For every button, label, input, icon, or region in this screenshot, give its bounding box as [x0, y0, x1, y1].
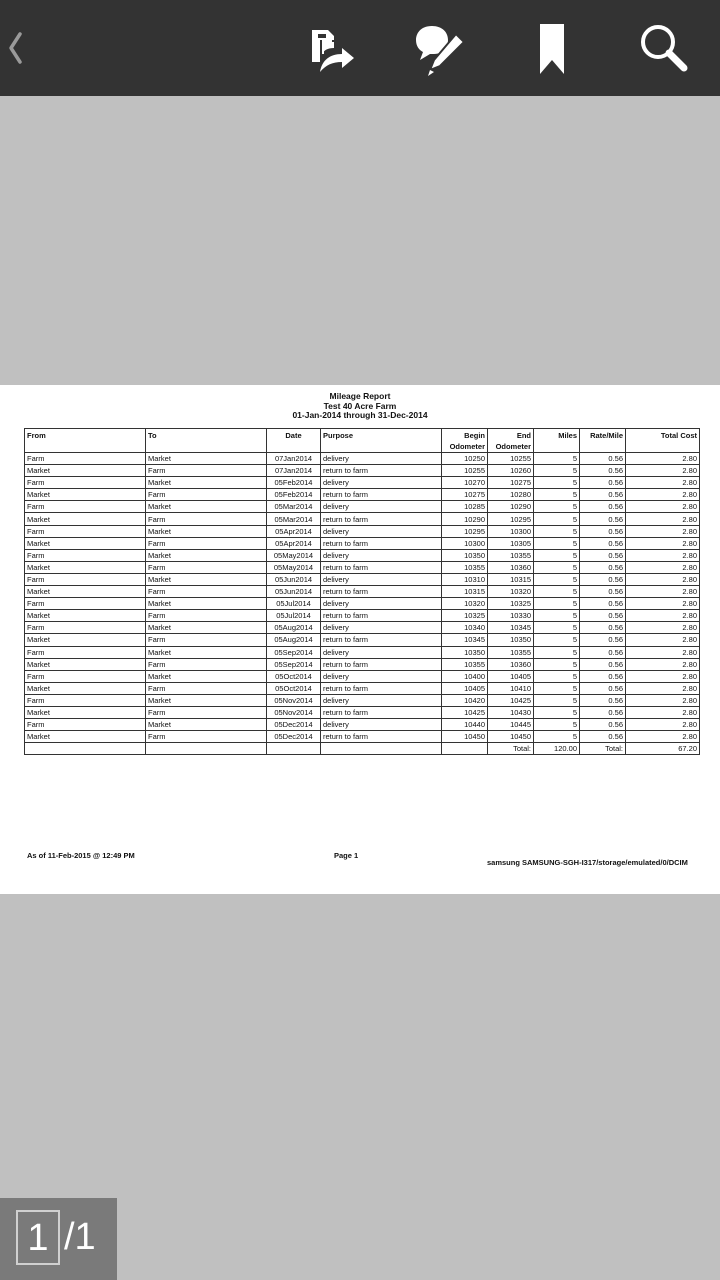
- cell-to: Market: [146, 453, 267, 465]
- cell-purpose: delivery: [321, 719, 442, 731]
- cell-to: Farm: [146, 658, 267, 670]
- cost-total: 67.20: [626, 743, 700, 755]
- cell-end-odometer: 10405: [488, 670, 534, 682]
- cell-to: Farm: [146, 634, 267, 646]
- cell-from: Market: [25, 561, 146, 573]
- cell-rate: 0.56: [580, 537, 626, 549]
- cell-begin-odometer: 10400: [442, 670, 488, 682]
- cell-purpose: return to farm: [321, 513, 442, 525]
- table-row: [25, 513, 700, 525]
- top-toolbar: [0, 0, 720, 96]
- report-date-range: 01-Jan-2014 through 31-Dec-2014: [292, 410, 428, 420]
- cell-rate: 0.56: [580, 453, 626, 465]
- cell-from: Market: [25, 610, 146, 622]
- cell-miles: 5: [534, 634, 580, 646]
- cell-date: 05Jun2014: [267, 573, 321, 585]
- cell-end-odometer: 10255: [488, 453, 534, 465]
- cell-date: 05Mar2014: [267, 513, 321, 525]
- cell-to: Market: [146, 477, 267, 489]
- cell-date: 05May2014: [267, 549, 321, 561]
- current-page-input[interactable]: 1: [16, 1210, 60, 1265]
- cell-total-cost: 2.80: [626, 706, 700, 718]
- cell-total-cost: 2.80: [626, 489, 700, 501]
- table-row: [25, 573, 700, 585]
- totals-row: [25, 743, 700, 755]
- cell-from: Farm: [25, 573, 146, 585]
- cell-end-odometer: 10425: [488, 694, 534, 706]
- cell-end-odometer: 10360: [488, 658, 534, 670]
- cell-date: 05Mar2014: [267, 501, 321, 513]
- cell-to: Market: [146, 549, 267, 561]
- cell-begin-odometer: 10350: [442, 549, 488, 561]
- cell-to: Market: [146, 598, 267, 610]
- cell-to: Farm: [146, 586, 267, 598]
- table-row: [25, 658, 700, 670]
- table-row: [25, 465, 700, 477]
- cell-purpose: delivery: [321, 453, 442, 465]
- cell-to: Farm: [146, 610, 267, 622]
- table-row: [25, 719, 700, 731]
- cell-purpose: delivery: [321, 549, 442, 561]
- cell-purpose: delivery: [321, 477, 442, 489]
- header-rate: Rate/Mile: [580, 429, 626, 453]
- cell-from: Farm: [25, 622, 146, 634]
- table-header-row: [25, 429, 700, 453]
- cell-begin-odometer: 10310: [442, 573, 488, 585]
- cell-to: Farm: [146, 537, 267, 549]
- cell-to: Market: [146, 646, 267, 658]
- cell-total-cost: 2.80: [626, 586, 700, 598]
- cell-miles: 5: [534, 682, 580, 694]
- cell-begin-odometer: 10290: [442, 513, 488, 525]
- total-pages: /1: [64, 1216, 96, 1258]
- cell-total-cost: 2.80: [626, 453, 700, 465]
- cell-from: Market: [25, 489, 146, 501]
- cell-date: 05Sep2014: [267, 646, 321, 658]
- cell-rate: 0.56: [580, 634, 626, 646]
- cell-date: 05Jul2014: [267, 598, 321, 610]
- cost-total-label: Total:: [580, 743, 626, 755]
- cell-to: Farm: [146, 706, 267, 718]
- cell-total-cost: 2.80: [626, 477, 700, 489]
- cell-to: Farm: [146, 465, 267, 477]
- cell-total-cost: 2.80: [626, 513, 700, 525]
- cell-from: Market: [25, 586, 146, 598]
- cell-miles: 5: [534, 731, 580, 743]
- cell-date: 05Feb2014: [267, 477, 321, 489]
- table-row: [25, 561, 700, 573]
- cell-miles: 5: [534, 573, 580, 585]
- cell-begin-odometer: 10325: [442, 610, 488, 622]
- cell-date: 05Oct2014: [267, 682, 321, 694]
- cell-end-odometer: 10295: [488, 513, 534, 525]
- cell-miles: 5: [534, 622, 580, 634]
- cell-end-odometer: 10290: [488, 501, 534, 513]
- table-row: [25, 489, 700, 501]
- cell-end-odometer: 10260: [488, 465, 534, 477]
- cell-end-odometer: 10300: [488, 525, 534, 537]
- cell-rate: 0.56: [580, 477, 626, 489]
- cell-rate: 0.56: [580, 646, 626, 658]
- cell-miles: 5: [534, 477, 580, 489]
- cell-purpose: delivery: [321, 501, 442, 513]
- cell-date: 05Aug2014: [267, 634, 321, 646]
- table-row: [25, 610, 700, 622]
- cell-miles: 5: [534, 561, 580, 573]
- cell-miles: 5: [534, 586, 580, 598]
- table-row: [25, 598, 700, 610]
- cell-purpose: return to farm: [321, 658, 442, 670]
- cell-from: Farm: [25, 549, 146, 561]
- cell-rate: 0.56: [580, 549, 626, 561]
- table-row: [25, 453, 700, 465]
- cell-miles: 5: [534, 549, 580, 561]
- cell-begin-odometer: 10255: [442, 465, 488, 477]
- header-purpose: Purpose: [321, 429, 442, 453]
- cell-total-cost: 2.80: [626, 465, 700, 477]
- cell-date: 05Dec2014: [267, 719, 321, 731]
- cell-from: Farm: [25, 646, 146, 658]
- cell-from: Market: [25, 634, 146, 646]
- cell-from: Market: [25, 682, 146, 694]
- cell-from: Farm: [25, 453, 146, 465]
- cell-from: Farm: [25, 477, 146, 489]
- table-row: [25, 670, 700, 682]
- cell-date: 05Feb2014: [267, 489, 321, 501]
- cell-total-cost: 2.80: [626, 694, 700, 706]
- cell-total-cost: 2.80: [626, 525, 700, 537]
- cell-total-cost: 2.80: [626, 501, 700, 513]
- cell-begin-odometer: 10250: [442, 453, 488, 465]
- cell-end-odometer: 10355: [488, 646, 534, 658]
- bookmark-icon: [522, 18, 582, 78]
- cell-purpose: return to farm: [321, 586, 442, 598]
- cell-begin-odometer: 10340: [442, 622, 488, 634]
- cell-from: Farm: [25, 525, 146, 537]
- cell-miles: 5: [534, 719, 580, 731]
- cell-total-cost: 2.80: [626, 658, 700, 670]
- cell-to: Market: [146, 694, 267, 706]
- report-title: Mileage Report: [329, 391, 391, 401]
- cell-purpose: return to farm: [321, 489, 442, 501]
- table-row: [25, 622, 700, 634]
- miles-total-label: Total:: [488, 743, 534, 755]
- cell-miles: 5: [534, 706, 580, 718]
- cell-date: 05Nov2014: [267, 706, 321, 718]
- cell-to: Market: [146, 501, 267, 513]
- cell-total-cost: 2.80: [626, 682, 700, 694]
- cell-purpose: return to farm: [321, 537, 442, 549]
- cell-rate: 0.56: [580, 731, 626, 743]
- header-begin-odometer: Begin Odometer: [442, 429, 488, 453]
- cell-purpose: delivery: [321, 573, 442, 585]
- cell-begin-odometer: 10350: [442, 646, 488, 658]
- cell-total-cost: 2.80: [626, 537, 700, 549]
- report-subtitle: Test 40 Acre Farm: [323, 400, 397, 411]
- cell-purpose: return to farm: [321, 731, 442, 743]
- cell-end-odometer: 10305: [488, 537, 534, 549]
- cell-miles: 5: [534, 501, 580, 513]
- cell-purpose: delivery: [321, 670, 442, 682]
- cell-from: Farm: [25, 694, 146, 706]
- search-icon: [634, 18, 694, 78]
- cell-begin-odometer: 10440: [442, 719, 488, 731]
- cell-miles: 5: [534, 513, 580, 525]
- header-end-odometer: End Odometer: [488, 429, 534, 453]
- cell-to: Market: [146, 573, 267, 585]
- header-to: To: [146, 429, 267, 453]
- cell-rate: 0.56: [580, 610, 626, 622]
- cell-miles: 5: [534, 465, 580, 477]
- cell-end-odometer: 10350: [488, 634, 534, 646]
- cell-begin-odometer: 10345: [442, 634, 488, 646]
- back-button[interactable]: [0, 28, 32, 68]
- cell-from: Market: [25, 658, 146, 670]
- cell-rate: 0.56: [580, 694, 626, 706]
- cell-to: Farm: [146, 731, 267, 743]
- cell-purpose: delivery: [321, 598, 442, 610]
- cell-begin-odometer: 10295: [442, 525, 488, 537]
- cell-end-odometer: 10320: [488, 586, 534, 598]
- cell-rate: 0.56: [580, 489, 626, 501]
- cell-miles: 5: [534, 658, 580, 670]
- cell-purpose: return to farm: [321, 706, 442, 718]
- cell-purpose: return to farm: [321, 610, 442, 622]
- cell-miles: 5: [534, 525, 580, 537]
- cell-date: 05Aug2014: [267, 622, 321, 634]
- cell-total-cost: 2.80: [626, 670, 700, 682]
- table-row: [25, 586, 700, 598]
- cell-total-cost: 2.80: [626, 622, 700, 634]
- cell-rate: 0.56: [580, 670, 626, 682]
- cell-begin-odometer: 10275: [442, 489, 488, 501]
- cell-rate: 0.56: [580, 682, 626, 694]
- cell-end-odometer: 10275: [488, 477, 534, 489]
- table-row: [25, 537, 700, 549]
- table-row: [25, 549, 700, 561]
- cell-purpose: return to farm: [321, 561, 442, 573]
- cell-total-cost: 2.80: [626, 561, 700, 573]
- table-row: [25, 682, 700, 694]
- cell-rate: 0.56: [580, 501, 626, 513]
- miles-total: 120.00: [534, 743, 580, 755]
- cell-miles: 5: [534, 610, 580, 622]
- cell-to: Market: [146, 525, 267, 537]
- cell-end-odometer: 10325: [488, 598, 534, 610]
- annotate-comment-icon: [410, 18, 470, 78]
- cell-begin-odometer: 10450: [442, 731, 488, 743]
- header-total-cost: Total Cost: [626, 429, 700, 453]
- search-button[interactable]: [634, 18, 694, 78]
- cell-end-odometer: 10445: [488, 719, 534, 731]
- cell-to: Farm: [146, 489, 267, 501]
- footer-page-number: Page 1: [334, 851, 359, 860]
- bookmark-button[interactable]: [522, 18, 582, 78]
- cell-rate: 0.56: [580, 719, 626, 731]
- chevron-left-icon: [6, 28, 26, 68]
- cell-date: 05Jun2014: [267, 586, 321, 598]
- cell-rate: 0.56: [580, 513, 626, 525]
- cell-date: 05Nov2014: [267, 694, 321, 706]
- cell-from: Market: [25, 731, 146, 743]
- cell-to: Market: [146, 719, 267, 731]
- cell-rate: 0.56: [580, 561, 626, 573]
- cell-miles: 5: [534, 537, 580, 549]
- cell-to: Farm: [146, 682, 267, 694]
- cell-date: 05Apr2014: [267, 537, 321, 549]
- cell-end-odometer: 10450: [488, 731, 534, 743]
- cell-total-cost: 2.80: [626, 549, 700, 561]
- table-row: [25, 501, 700, 513]
- cell-end-odometer: 10330: [488, 610, 534, 622]
- cell-from: Market: [25, 537, 146, 549]
- cell-purpose: delivery: [321, 622, 442, 634]
- cell-total-cost: 2.80: [626, 634, 700, 646]
- cell-begin-odometer: 10425: [442, 706, 488, 718]
- cell-rate: 0.56: [580, 598, 626, 610]
- header-from: From: [25, 429, 146, 453]
- cell-date: 07Jan2014: [267, 465, 321, 477]
- cell-total-cost: 2.80: [626, 719, 700, 731]
- cell-total-cost: 2.80: [626, 598, 700, 610]
- cell-rate: 0.56: [580, 658, 626, 670]
- table-row: [25, 525, 700, 537]
- cell-end-odometer: 10360: [488, 561, 534, 573]
- cell-end-odometer: 10355: [488, 549, 534, 561]
- cell-purpose: return to farm: [321, 682, 442, 694]
- cell-miles: 5: [534, 670, 580, 682]
- cell-miles: 5: [534, 489, 580, 501]
- cell-end-odometer: 10315: [488, 573, 534, 585]
- cell-begin-odometer: 10285: [442, 501, 488, 513]
- footer-as-of: As of 11-Feb-2015 @ 12:49 PM: [27, 851, 135, 860]
- cell-rate: 0.56: [580, 465, 626, 477]
- cell-date: 05Apr2014: [267, 525, 321, 537]
- cell-rate: 0.56: [580, 622, 626, 634]
- cell-begin-odometer: 10420: [442, 694, 488, 706]
- page-indicator[interactable]: [0, 1198, 117, 1280]
- cell-purpose: return to farm: [321, 465, 442, 477]
- cell-to: Farm: [146, 561, 267, 573]
- cell-rate: 0.56: [580, 586, 626, 598]
- cell-end-odometer: 10410: [488, 682, 534, 694]
- cell-from: Farm: [25, 501, 146, 513]
- cell-to: Market: [146, 670, 267, 682]
- cell-begin-odometer: 10405: [442, 682, 488, 694]
- header-miles: Miles: [534, 429, 580, 453]
- cell-rate: 0.56: [580, 706, 626, 718]
- cell-end-odometer: 10280: [488, 489, 534, 501]
- cell-total-cost: 2.80: [626, 731, 700, 743]
- cell-to: Market: [146, 622, 267, 634]
- cell-date: 05Jul2014: [267, 610, 321, 622]
- cell-end-odometer: 10430: [488, 706, 534, 718]
- cell-total-cost: 2.80: [626, 610, 700, 622]
- cell-date: 05Sep2014: [267, 658, 321, 670]
- cell-from: Market: [25, 706, 146, 718]
- cell-rate: 0.56: [580, 525, 626, 537]
- cell-begin-odometer: 10315: [442, 586, 488, 598]
- cell-date: 05Dec2014: [267, 731, 321, 743]
- cell-date: 05Oct2014: [267, 670, 321, 682]
- annotate-button[interactable]: [410, 18, 470, 78]
- cell-begin-odometer: 10270: [442, 477, 488, 489]
- cell-miles: 5: [534, 453, 580, 465]
- cell-purpose: return to farm: [321, 634, 442, 646]
- table-row: [25, 706, 700, 718]
- cell-date: 05May2014: [267, 561, 321, 573]
- cell-end-odometer: 10345: [488, 622, 534, 634]
- cell-from: Farm: [25, 670, 146, 682]
- cell-from: Market: [25, 465, 146, 477]
- header-date: Date: [267, 429, 321, 453]
- table-row: [25, 731, 700, 743]
- cell-miles: 5: [534, 694, 580, 706]
- table-row: [25, 477, 700, 489]
- document-page[interactable]: [0, 385, 720, 894]
- table-row: [25, 646, 700, 658]
- cell-total-cost: 2.80: [626, 573, 700, 585]
- cell-purpose: delivery: [321, 525, 442, 537]
- cell-begin-odometer: 10355: [442, 561, 488, 573]
- cell-purpose: delivery: [321, 694, 442, 706]
- cell-begin-odometer: 10355: [442, 658, 488, 670]
- cell-from: Market: [25, 513, 146, 525]
- share-document-icon: [298, 18, 358, 78]
- cell-from: Farm: [25, 598, 146, 610]
- share-document-button[interactable]: [298, 18, 358, 78]
- table-row: [25, 634, 700, 646]
- mileage-table: [24, 428, 700, 755]
- cell-begin-odometer: 10320: [442, 598, 488, 610]
- cell-from: Farm: [25, 719, 146, 731]
- table-row: [25, 694, 700, 706]
- cell-miles: 5: [534, 646, 580, 658]
- cell-rate: 0.56: [580, 573, 626, 585]
- cell-date: 07Jan2014: [267, 453, 321, 465]
- cell-total-cost: 2.80: [626, 646, 700, 658]
- cell-begin-odometer: 10300: [442, 537, 488, 549]
- cell-to: Farm: [146, 513, 267, 525]
- cell-purpose: delivery: [321, 646, 442, 658]
- footer-storage-path: samsung SAMSUNG-SGH-I317/storage/emulated/0/DCIM: [487, 858, 688, 867]
- cell-miles: 5: [534, 598, 580, 610]
